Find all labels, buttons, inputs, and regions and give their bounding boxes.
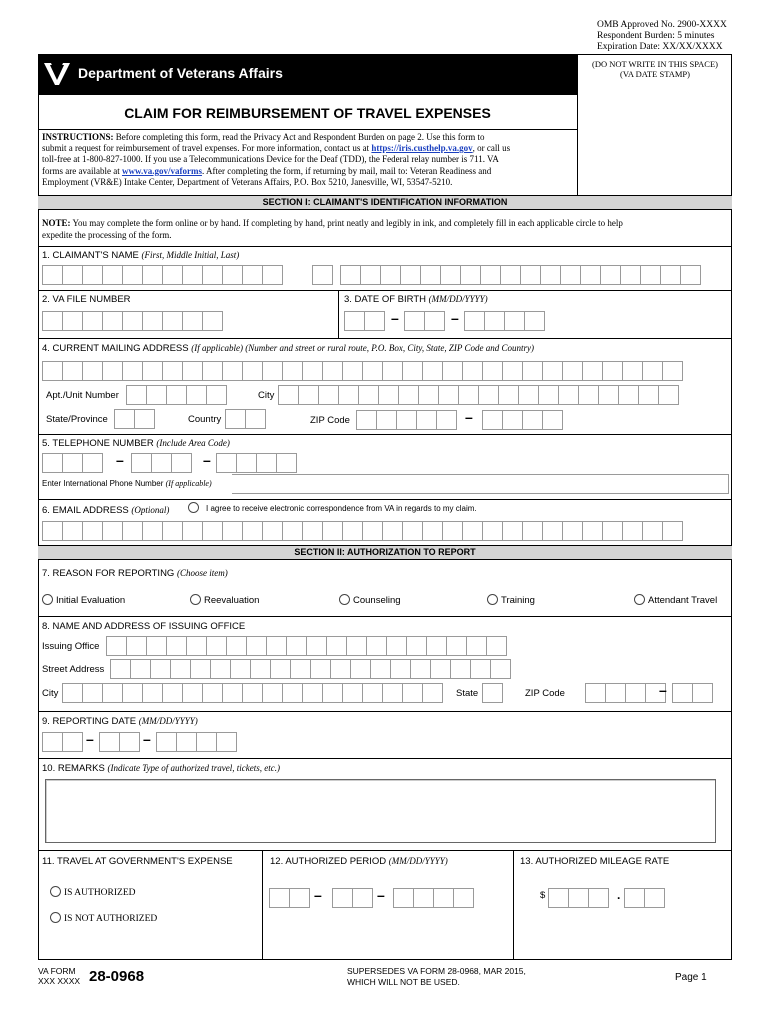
office-state-boxes[interactable]	[482, 683, 502, 703]
supersedes	[347, 966, 526, 988]
supersedes-line2: WHICH WILL NOT BE USED.	[347, 977, 460, 987]
middle-initial-box[interactable]	[312, 265, 332, 285]
email-consent-text: I agree to receive electronic correspondence from VA in regards to my claim.	[206, 504, 477, 513]
state-boxes[interactable]	[114, 409, 154, 429]
instructions-line4b: . After completing the form, if returning by mail, mail to: Veteran Readiness and	[201, 165, 492, 176]
va-form-text: VA FORM	[38, 966, 76, 976]
email-consent-radio[interactable]	[188, 502, 199, 513]
q5-text: 5. TELEPHONE NUMBER	[42, 438, 154, 449]
country-label: Country	[188, 414, 222, 425]
radio-icon[interactable]	[50, 912, 61, 923]
reason-label: Initial Evaluation	[56, 595, 126, 606]
instructions-line2b: , or call us	[472, 143, 511, 154]
city-boxes[interactable]	[278, 385, 678, 405]
reason-label: Reevaluation	[204, 595, 260, 606]
period-day-boxes[interactable]	[332, 888, 372, 908]
instructions-line2a: submit a request for reimbursement of travel expenses. For more information, contact us at	[42, 143, 370, 154]
q2-label: 2. VA FILE NUMBER	[42, 294, 131, 305]
omb-approved: OMB Approved No. 2900-XXXX	[597, 20, 727, 30]
instructions-line3: toll-free at 1-800-827-1000. If you use a Telecommunications Device for the Deaf (TDD), the Federal relay number is 711. VA	[42, 154, 499, 165]
radio-icon[interactable]	[634, 594, 645, 605]
zip-dash: –	[465, 409, 473, 425]
reporting-day-boxes[interactable]	[99, 732, 139, 752]
dob-dash-2: –	[451, 310, 459, 326]
department-header	[38, 54, 577, 94]
do-not-write: (DO NOT WRITE IN THIS SPACE)	[591, 59, 718, 69]
radio-icon[interactable]	[339, 594, 350, 605]
q4-text: 4. CURRENT MAILING ADDRESS	[42, 343, 189, 354]
q12-label	[270, 856, 448, 867]
instructions-line5: Employment (VR&E) Intake Center, Department of Veterans Affairs, P.O. Box 5210, Janesville, WI, 53547-5210.	[42, 176, 453, 187]
email-consent-option[interactable]	[188, 504, 477, 513]
office-city-label: City	[42, 688, 59, 699]
instructions-line4a: forms are available at	[42, 165, 120, 176]
city-label: City	[258, 390, 275, 401]
reason-attendant-travel[interactable]	[634, 595, 717, 606]
office-city-boxes[interactable]	[62, 683, 442, 703]
q11-label: 11. TRAVEL AT GOVERNMENT'S EXPENSE	[42, 856, 233, 867]
reporting-month-boxes[interactable]	[42, 732, 82, 752]
vaforms-link[interactable]: www.va.gov/vaforms	[121, 165, 202, 176]
expiration-date: Expiration Date: XX/XX/XXXX	[597, 42, 723, 52]
q6-label	[42, 505, 169, 516]
q12-text: 12. AUTHORIZED PERIOD	[270, 856, 387, 867]
office-zip-label: ZIP Code	[525, 688, 565, 699]
period-month-boxes[interactable]	[269, 888, 309, 908]
mileage-cents-boxes[interactable]	[624, 888, 664, 908]
reporting-year-boxes[interactable]	[156, 732, 236, 752]
reason-initial-evaluation[interactable]	[42, 595, 125, 606]
intl-phone-input[interactable]	[232, 474, 729, 494]
q5-hint: (Include Area Code)	[156, 438, 230, 448]
travel-is-not-authorized[interactable]	[50, 914, 157, 924]
apt-label: Apt./Unit Number	[46, 390, 119, 401]
va-date-stamp-box	[577, 54, 732, 195]
last-name-boxes[interactable]	[340, 265, 700, 285]
street-boxes[interactable]	[42, 361, 682, 381]
q6-text: 6. EMAIL ADDRESS	[42, 505, 129, 516]
q9-hint: (MM/DD/YYYY)	[138, 716, 198, 726]
radio-icon[interactable]	[190, 594, 201, 605]
note-label: NOTE:	[42, 218, 71, 228]
zip-label: ZIP Code	[310, 415, 350, 426]
reason-counseling[interactable]	[339, 595, 401, 606]
period-dash-2: –	[377, 887, 385, 903]
dob-month-boxes[interactable]	[344, 311, 384, 331]
zip4-boxes[interactable]	[482, 410, 562, 430]
supersedes-line1: SUPERSEDES VA FORM 28-0968, MAR 2015,	[347, 966, 526, 976]
remarks-input[interactable]	[45, 779, 716, 843]
va-date-stamp: (VA DATE STAMP)	[619, 69, 690, 79]
q3-label	[344, 294, 488, 305]
state-label: State/Province	[46, 414, 108, 425]
va-logo-icon	[42, 59, 72, 87]
intl-phone-hint: (If applicable)	[165, 479, 212, 488]
q9-text: 9. REPORTING DATE	[42, 716, 137, 727]
radio-icon[interactable]	[487, 594, 498, 605]
zip-boxes[interactable]	[356, 410, 456, 430]
q10-text: 10. REMARKS	[42, 763, 105, 774]
mileage-dollar-boxes[interactable]	[548, 888, 608, 908]
office-zip-boxes[interactable]	[585, 683, 665, 703]
first-name-boxes[interactable]	[42, 265, 282, 285]
phone-prefix-boxes[interactable]	[131, 453, 191, 473]
va-file-number-boxes[interactable]	[42, 311, 222, 331]
is-authorized-label: IS AUTHORIZED	[64, 888, 136, 898]
department-name: Department of Veterans Affairs	[78, 65, 283, 81]
is-not-authorized-label: IS NOT AUTHORIZED	[64, 914, 158, 924]
instructions-label: INSTRUCTIONS:	[42, 132, 114, 142]
note	[42, 218, 728, 241]
issuing-office-boxes[interactable]	[106, 636, 506, 656]
reporting-dash-1: –	[86, 731, 94, 747]
section1-header: SECTION I: CLAIMANT'S IDENTIFICATION INFORMATION	[38, 195, 732, 210]
intl-phone-text: Enter International Phone Number	[42, 479, 164, 488]
phone-line-boxes[interactable]	[216, 453, 296, 473]
email-boxes[interactable]	[42, 521, 682, 541]
q5-label	[42, 438, 230, 449]
dob-dash-1: –	[391, 310, 399, 326]
q1-hint: (First, Middle Initial, Last)	[141, 250, 240, 260]
q1-text: 1. CLAIMANT'S NAME	[42, 250, 139, 261]
issuing-office-label: Issuing Office	[42, 641, 100, 652]
dollar-sign: $	[540, 890, 546, 901]
radio-icon[interactable]	[50, 886, 61, 897]
q10-label	[42, 763, 280, 774]
period-dash-1: –	[314, 887, 322, 903]
office-zip4-boxes[interactable]	[672, 683, 712, 703]
dob-year-boxes[interactable]	[464, 311, 544, 331]
reason-label: Training	[501, 595, 535, 606]
phone-dash-1: –	[116, 452, 124, 468]
q3-hint: (MM/DD/YYYY)	[428, 294, 488, 304]
q10-hint: (Indicate Type of authorized travel, tickets, etc.)	[107, 763, 280, 773]
period-year-boxes[interactable]	[393, 888, 473, 908]
xxx-text: XXX XXXX	[38, 976, 81, 986]
q3-text: 3. DATE OF BIRTH	[344, 294, 426, 305]
respondent-burden: Respondent Burden: 5 minutes	[597, 31, 715, 41]
travel-is-authorized[interactable]	[50, 888, 136, 898]
reason-label: Attendant Travel	[648, 595, 718, 606]
q7-label	[42, 568, 228, 579]
q4-label	[42, 343, 534, 354]
street-address-label: Street Address	[42, 664, 105, 675]
reason-training[interactable]	[487, 595, 535, 606]
office-zip-dash: –	[659, 682, 667, 698]
form-title: CLAIM FOR REIMBURSEMENT OF TRAVEL EXPENSES	[38, 94, 577, 130]
omb-block	[597, 20, 727, 53]
q4-hint: (If applicable) (Number and street or rural route, P.O. Box, City, State, ZIP Code and Country)	[191, 343, 534, 353]
street-address-boxes[interactable]	[110, 659, 510, 679]
q13-label: 13. AUTHORIZED MILEAGE RATE	[520, 856, 670, 867]
section2-header: SECTION II: AUTHORIZATION TO REPORT	[38, 545, 732, 560]
decimal-point: .	[617, 888, 621, 902]
phone-dash-2: –	[203, 452, 211, 468]
q12-hint: (MM/DD/YYYY)	[388, 856, 448, 866]
radio-icon[interactable]	[42, 594, 53, 605]
iris-link[interactable]: https://iris.custhelp.va.gov	[371, 143, 473, 154]
note-line1: You may complete the form online or by hand. If completing by hand, print neatly and legibly in ink, and completely fill in each applicable circle to help	[72, 218, 623, 228]
reason-reevaluation[interactable]	[190, 595, 259, 606]
q1-label	[42, 250, 239, 261]
q8-label: 8. NAME AND ADDRESS OF ISSUING OFFICE	[42, 621, 246, 632]
office-state-label: State	[456, 688, 479, 699]
apt-boxes[interactable]	[126, 385, 226, 405]
q7-text: 7. REASON FOR REPORTING	[42, 568, 175, 579]
footer-form-label	[38, 966, 80, 986]
q9-label	[42, 716, 198, 727]
phone-area-boxes[interactable]	[42, 453, 102, 473]
reason-label: Counseling	[353, 595, 401, 606]
country-boxes[interactable]	[225, 409, 265, 429]
instructions-line1: Before completing this form, read the Privacy Act and Respondent Burden on page 2. Use this form to	[115, 132, 485, 142]
q6-hint: (Optional)	[131, 505, 170, 515]
intl-phone-label	[42, 479, 212, 488]
q7-hint: (Choose item)	[176, 568, 228, 578]
note-line2: expedite the processing of the form.	[42, 229, 172, 240]
form-number: 28-0968	[89, 968, 145, 985]
dob-day-boxes[interactable]	[404, 311, 444, 331]
page-number: Page 1	[675, 972, 707, 983]
reporting-dash-2: –	[143, 731, 151, 747]
instructions	[42, 132, 576, 188]
